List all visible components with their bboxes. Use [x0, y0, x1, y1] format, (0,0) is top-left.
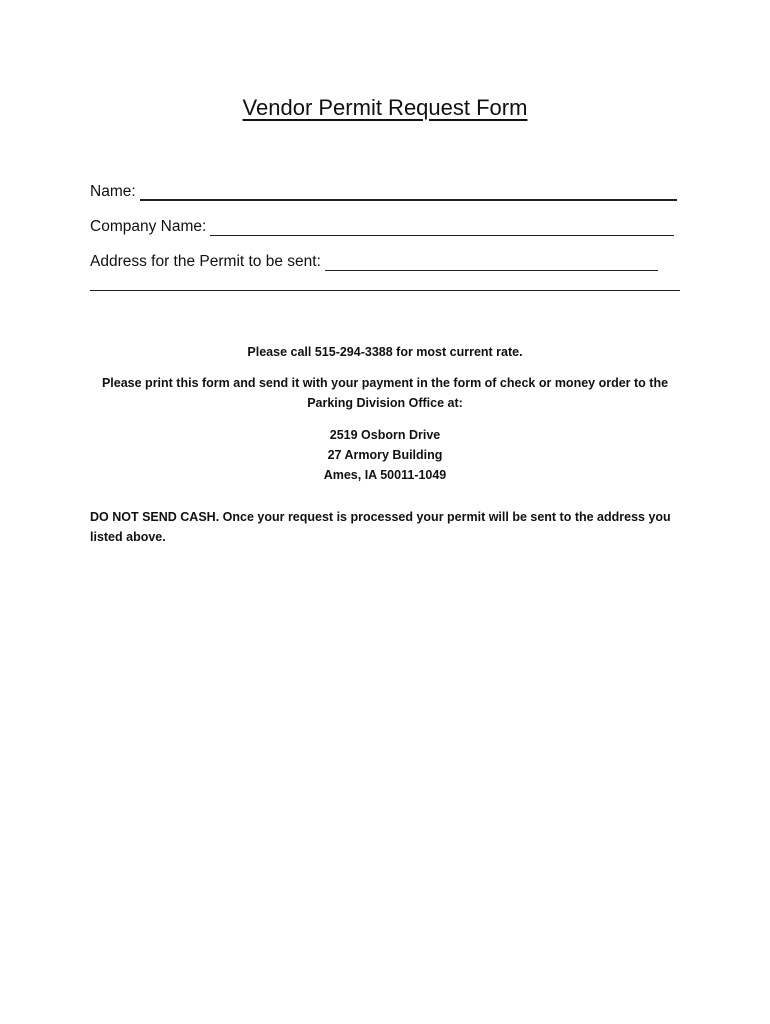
company-field-row: [90, 218, 674, 236]
address-second-blank-line[interactable]: [90, 290, 680, 291]
form-title: Vendor Permit Request Form: [242, 95, 528, 120]
name-blank-line[interactable]: [140, 185, 677, 201]
mailing-address-line-2: 27 Armory Building: [327, 448, 443, 462]
name-field-row: [90, 183, 677, 201]
mailing-address-line-1: 2519 Osborn Drive: [329, 428, 441, 442]
company-name-label: Company Name:: [90, 218, 207, 235]
cash-notice-text: DO NOT SEND CASH. Once your request is processed your permit will be sent to the address you listed above.: [90, 510, 671, 544]
mailing-address-line-3: Ames, IA 50011-1049: [323, 468, 447, 482]
company-name-blank-line[interactable]: [210, 221, 674, 236]
address-field-row: [90, 253, 658, 271]
print-instructions-text: Please print this form and send it with your payment in the form of check or money order to the Parking Division Office at:: [101, 376, 669, 410]
call-rate-text: Please call 515-294-3388 for most current rate.: [247, 345, 523, 359]
address-label: Address for the Permit to be sent:: [90, 253, 321, 270]
name-label: Name:: [90, 183, 136, 200]
address-blank-line[interactable]: [325, 256, 658, 271]
